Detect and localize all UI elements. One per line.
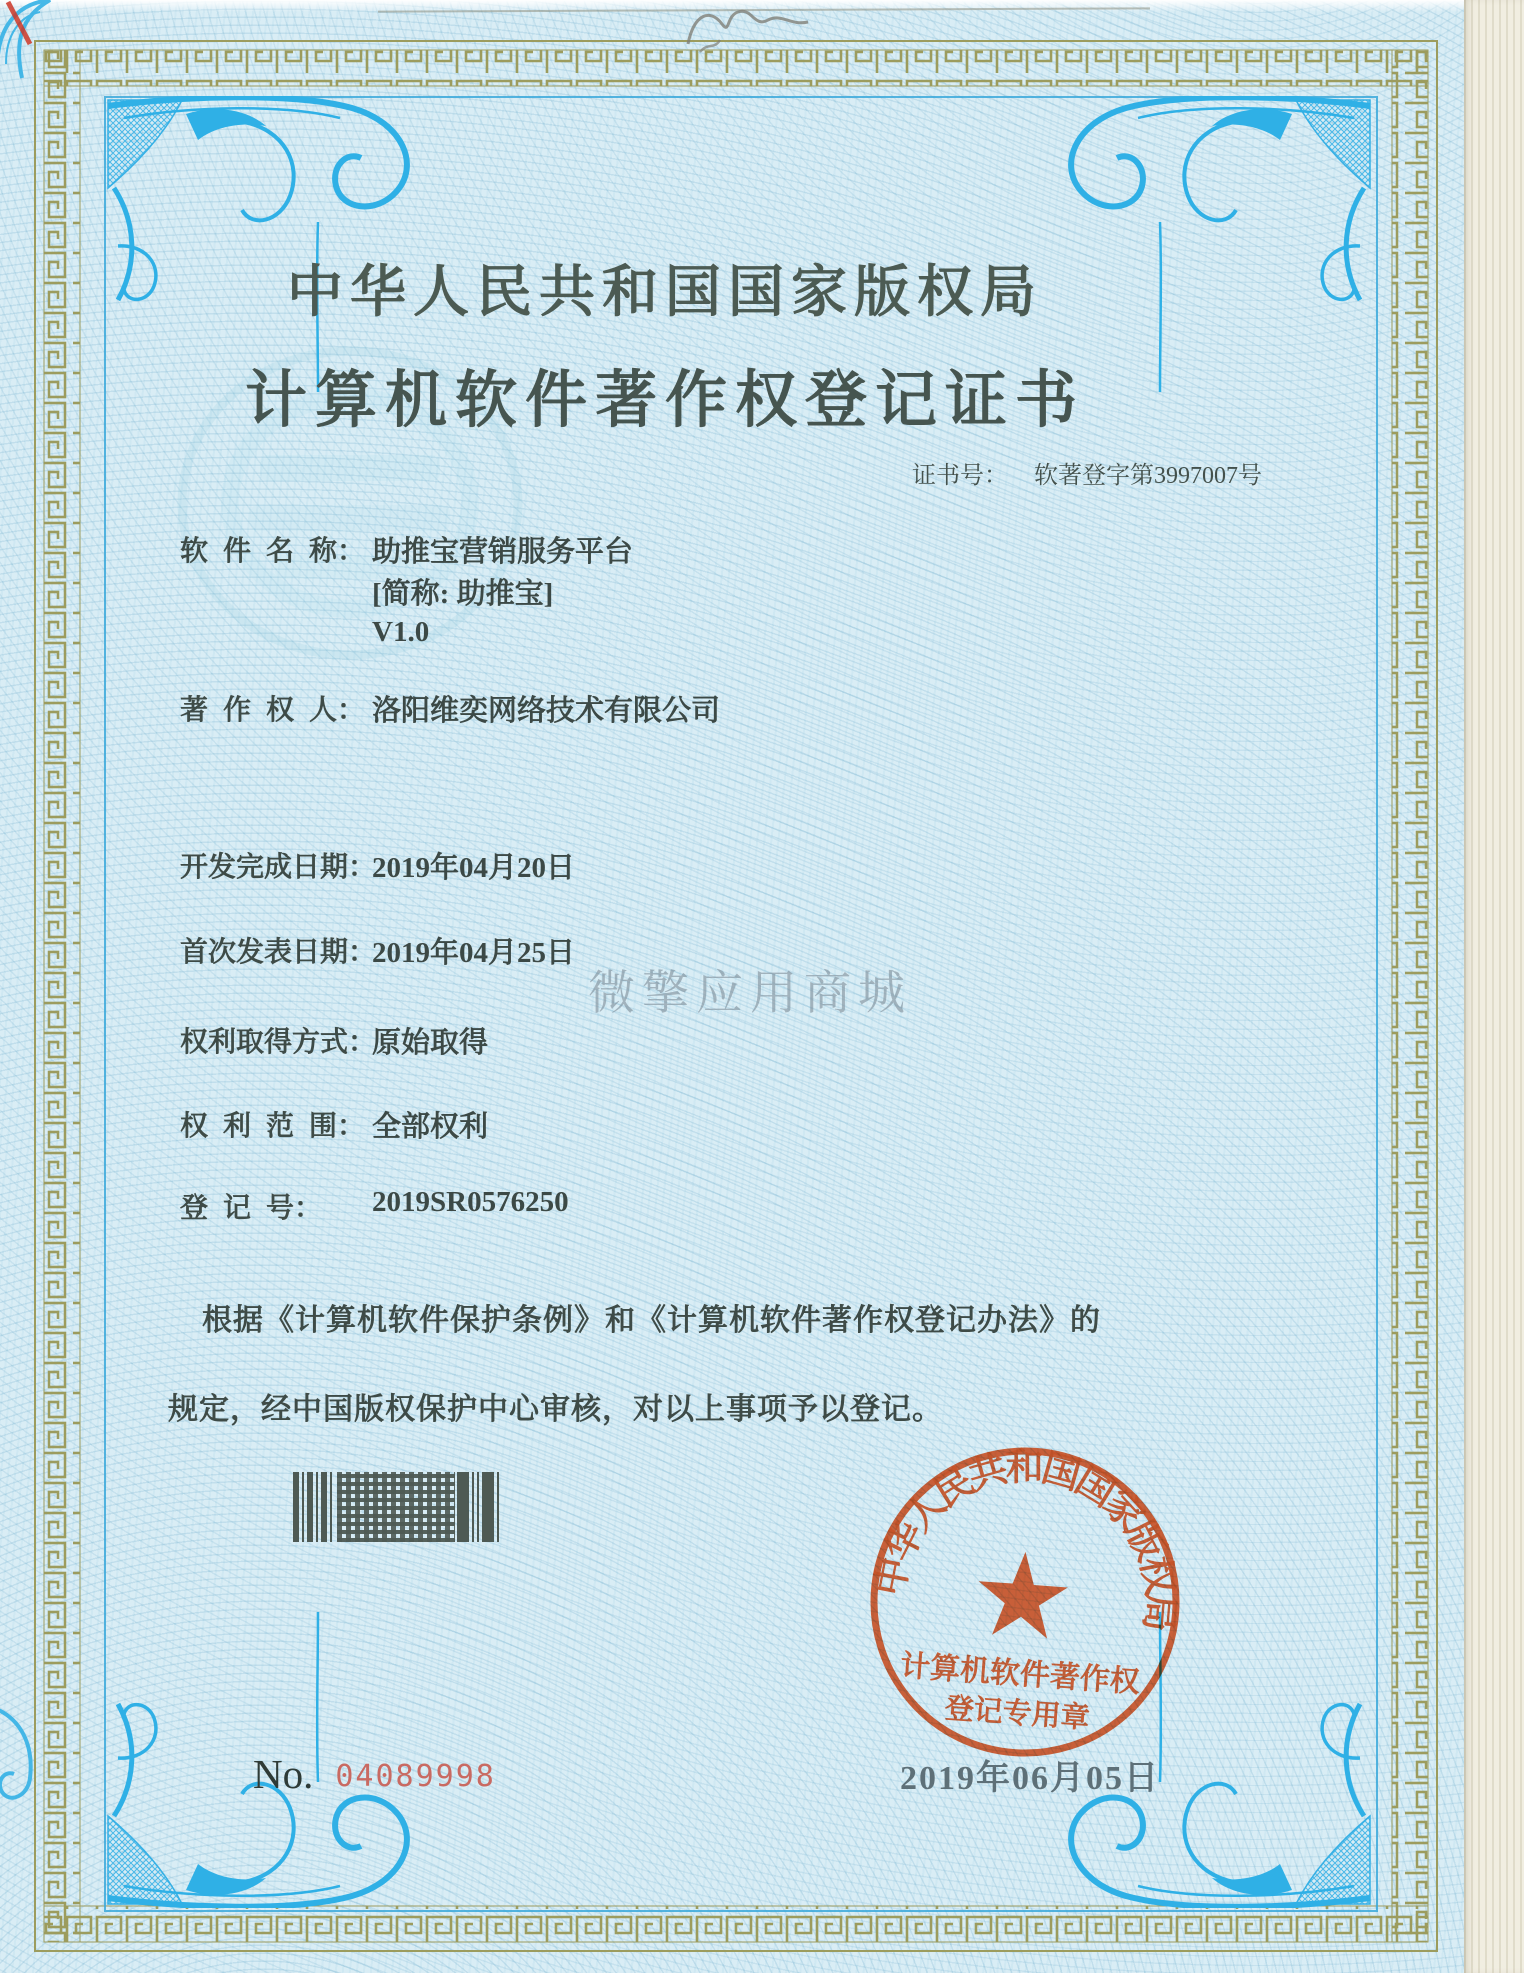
red-corner-mark: [0, 0, 60, 60]
software-name-value: 助推宝营销服务平台: [372, 536, 634, 568]
barcode-data-modules: [337, 1472, 455, 1542]
dev-complete-date-value: 2019年04月20日: [372, 852, 576, 884]
seal-star-icon: [975, 1549, 1070, 1640]
scan-paper-edge: [1464, 0, 1524, 1973]
certificate-number-value: 软著登字第3997007号: [1034, 463, 1262, 489]
serial-number: 04089998: [335, 1759, 496, 1794]
software-short-name: [简称: 助推宝]: [372, 578, 554, 610]
barcode-start-bars: [293, 1472, 335, 1542]
2d-barcode: [293, 1472, 501, 1542]
pencil-scribble: [660, 0, 820, 60]
software-name-label: 软 件 名 称：: [180, 536, 366, 567]
first-publish-date-label: 首次发表日期：: [180, 937, 377, 968]
official-seal: [844, 1421, 1207, 1784]
authority-title: 中华人民共和国国家版权局: [287, 262, 1043, 324]
right-scope-value: 全部权利: [372, 1111, 489, 1143]
seal-title-line-2: 登记专用章: [943, 1692, 1091, 1735]
serial-label: No.: [253, 1751, 314, 1797]
right-acquisition-value: 原始取得: [372, 1027, 489, 1059]
statement-line-1: 根据《计算机软件保护条例》和《计算机软件著作权登记办法》的: [202, 1304, 1101, 1337]
dev-complete-date-label: 开发完成日期：: [180, 852, 377, 883]
right-scope-label: 权 利 范 围：: [180, 1111, 366, 1142]
seal-ring-text: 中华人民共和国国家版权局: [869, 1446, 1182, 1634]
serial-number-line: [253, 1750, 496, 1798]
statement-line-2: 规定，经中国版权保护中心审核，对以上事项予以登记。: [168, 1393, 943, 1426]
certificate-title: 计算机软件著作权登记证书: [244, 367, 1085, 435]
seal-title-line-1: 计算机软件著作权: [899, 1649, 1141, 1700]
barcode-stop-bars: [457, 1472, 501, 1542]
registration-no-label: 登 记 号：: [180, 1193, 323, 1224]
right-acquisition-label: 权利取得方式：: [180, 1027, 377, 1058]
watermark-text: 微擎应用商城: [588, 966, 912, 1019]
copyright-owner-label: 著 作 权 人：: [180, 695, 366, 726]
first-publish-date-value: 2019年04月25日: [372, 937, 576, 969]
certificate-number-line: [912, 455, 1262, 490]
seal-date: 2019年06月05日: [900, 1760, 1160, 1797]
registration-no-value: 2019SR0576250: [372, 1186, 569, 1218]
certificate-number-label: 证书号：: [912, 463, 1008, 489]
copyright-owner-value: 洛阳维奕网络技术有限公司: [372, 695, 721, 727]
software-version: V1.0: [372, 616, 430, 648]
